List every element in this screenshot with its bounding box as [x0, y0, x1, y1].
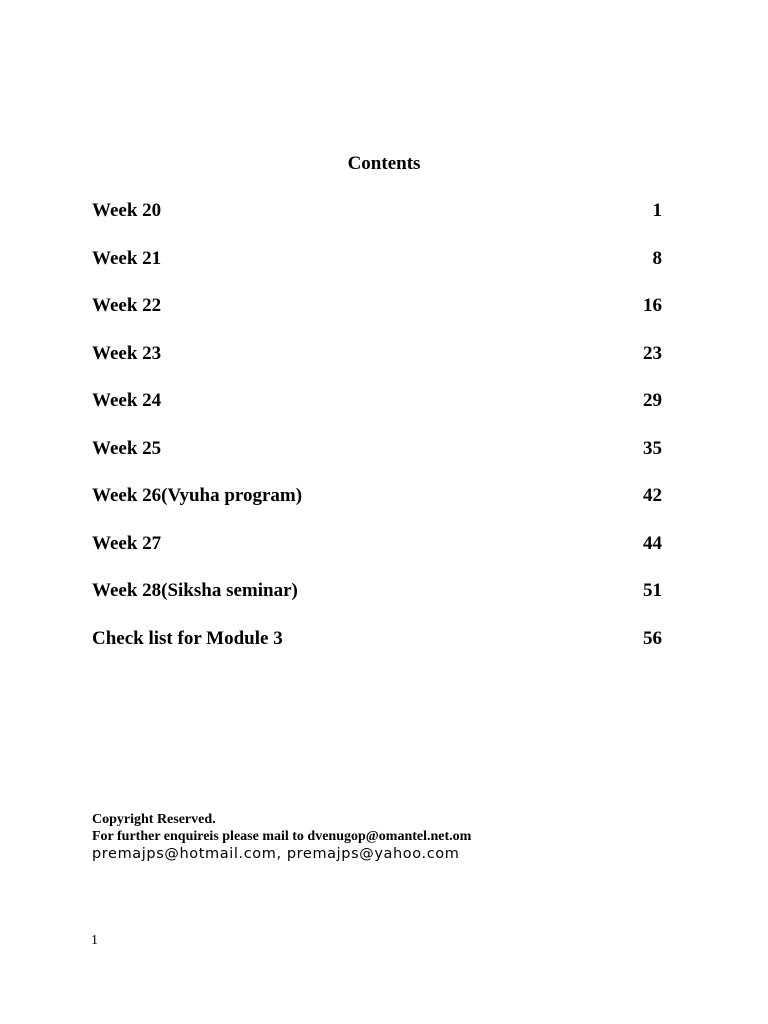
toc-entry: [92, 531, 662, 579]
table-of-contents: [92, 198, 662, 673]
toc-entry-page: 8: [652, 247, 662, 269]
footer: [92, 811, 712, 864]
toc-entry-label: Week 21: [92, 247, 162, 269]
toc-entry-label: Week 23: [92, 342, 162, 364]
toc-entry: [92, 246, 662, 294]
copyright-notice: Copyright Reserved.: [92, 812, 216, 827]
toc-entry-page: 51: [643, 580, 662, 601]
contact-emails: premajps@hotmail.com, premajps@yahoo.com: [92, 846, 460, 862]
toc-entry: [92, 388, 662, 436]
toc-entry: [92, 293, 662, 341]
toc-entry-label: Week 25: [92, 437, 162, 459]
toc-entry-page: 42: [643, 485, 662, 506]
toc-entry-page: 56: [643, 627, 662, 649]
toc-entry-label: Week 26(Vyuha program): [92, 485, 303, 506]
toc-entry-page: 1: [652, 200, 662, 221]
enquiry-notice: For further enquireis please mail to dvenugop@omantel.net.om: [92, 829, 472, 844]
toc-entry-label: Week 27: [92, 532, 162, 554]
toc-entry-page: 35: [643, 437, 662, 459]
toc-entry-label: Week 22: [92, 295, 162, 316]
toc-entry-page: 44: [643, 532, 662, 554]
toc-entry-label: Week 28(Siksha seminar): [92, 580, 298, 601]
toc-entry-label: Week 24: [92, 390, 162, 411]
toc-entry: [92, 436, 662, 484]
toc-entry-page: 16: [643, 295, 662, 316]
contents-heading: Contents: [347, 153, 421, 174]
toc-entry-page: 23: [643, 342, 662, 364]
toc-entry: [92, 198, 662, 246]
toc-entry-page: 29: [643, 390, 662, 411]
toc-entry: [92, 483, 662, 531]
page-number: 1: [91, 933, 98, 948]
toc-entry-label: Week 20: [92, 200, 162, 221]
toc-entry: [92, 341, 662, 389]
toc-entry: [92, 626, 662, 674]
toc-entry-label: Check list for Module 3: [92, 627, 283, 649]
toc-entry: [92, 578, 662, 626]
